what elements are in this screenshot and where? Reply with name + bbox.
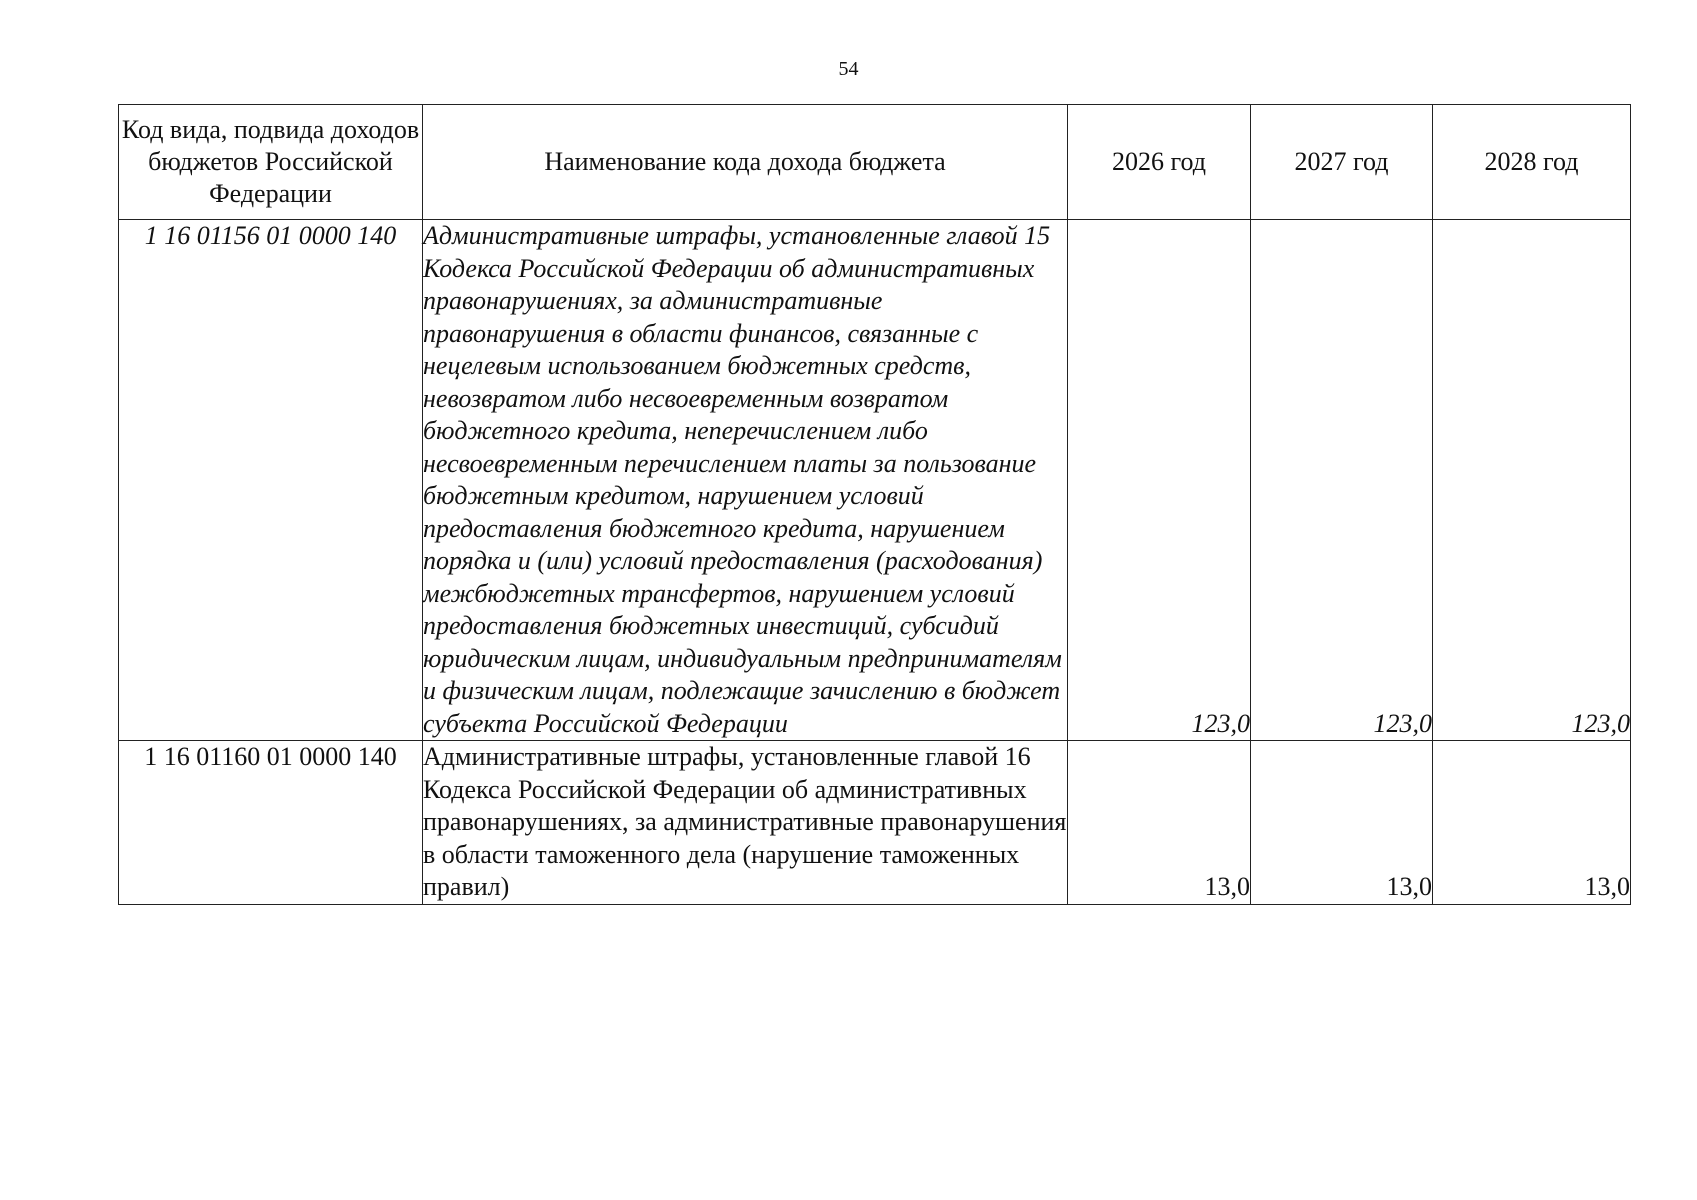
revenue-name: Административные штрафы, установленные главой 15 Кодекса Российской Федерации об административных правонарушениях, за административные правонарушения в области финансов, связанные с нецелевым использованием бюджетных средств, невозвратом либо несвоевременным возвратом бюджетного кредита, неперечислением либо несвоевременным перечислением платы за пользование бюджетным кредитом, нарушением условий предоставления бюджетного кредита, нарушением порядка и (или) условий предоставления (расходования) межбюджетных трансфертов, нарушением условий предоставления бюджетных инвестиций, субсидий юридическим лицам, индивидуальным предпринимателям и физическим лицам, подлежащие зачислению в бюджет субъекта Российской Федерации	[423, 220, 1068, 741]
revenue-code: 1 16 01160 01 0000 140	[119, 741, 423, 905]
value-2028: 123,0	[1433, 220, 1631, 741]
value-2026: 13,0	[1068, 741, 1251, 905]
table-row	[119, 741, 1631, 905]
budget-revenue-table	[118, 104, 1631, 905]
table-header-row	[119, 105, 1631, 220]
header-code: Код вида, подвида доходов бюджетов Российской Федерации	[119, 105, 423, 220]
header-name: Наименование кода дохода бюджета	[423, 105, 1068, 220]
value-2027: 13,0	[1251, 741, 1433, 905]
value-2026: 123,0	[1068, 220, 1251, 741]
page-number: 54	[838, 58, 859, 80]
header-year-2028: 2028 год	[1433, 105, 1631, 220]
value-2027: 123,0	[1251, 220, 1433, 741]
revenue-code: 1 16 01156 01 0000 140	[119, 220, 423, 741]
header-year-2027: 2027 год	[1251, 105, 1433, 220]
revenue-name: Административные штрафы, установленные главой 16 Кодекса Российской Федерации об административных правонарушениях, за административные правонарушения в области таможенного дела (нарушение таможенных правил)	[423, 741, 1068, 905]
table-row	[119, 220, 1631, 741]
value-2028: 13,0	[1433, 741, 1631, 905]
header-year-2026: 2026 год	[1068, 105, 1251, 220]
